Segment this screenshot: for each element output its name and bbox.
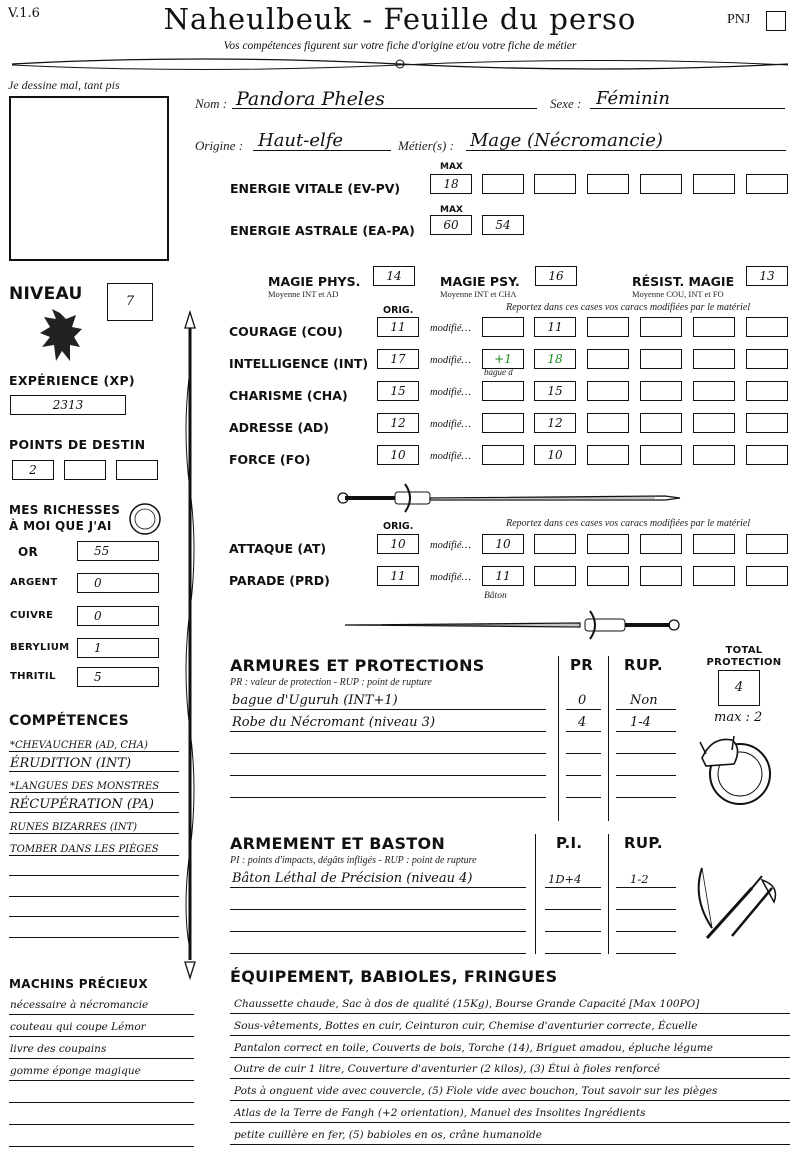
arme-pi: 1D+4 [548, 872, 582, 886]
combat-final-box[interactable] [482, 566, 524, 586]
stat-extra-box[interactable] [746, 349, 788, 369]
arme-line[interactable] [230, 931, 526, 932]
armure-pr-line[interactable] [566, 731, 601, 732]
money-label: BERYLIUM [10, 642, 70, 653]
money-label: ARGENT [10, 577, 58, 588]
competence-line[interactable] [9, 771, 179, 772]
arme-rup-line[interactable] [616, 931, 676, 932]
header-ornament [0, 52, 800, 76]
stat-orig-box-value: 11 [390, 320, 406, 334]
combat-orig-box-value: 11 [390, 569, 406, 583]
niveau-label: NIVEAU [9, 284, 83, 304]
precieux-line[interactable] [9, 1080, 194, 1081]
stat-final-box[interactable] [534, 413, 576, 433]
dragon-icon [34, 307, 86, 367]
modified-label: modifié… [430, 540, 471, 551]
equipement-item: Pantalon correct en toile, Couverts de bois, Torche (14), Briguet amadou, épluche légume [234, 1041, 713, 1054]
stat-extra-box[interactable] [746, 317, 788, 337]
pnj-label: PNJ [727, 12, 751, 27]
magie-psy-label: MAGIE PSY. [440, 274, 520, 289]
modified-label: modifié… [430, 451, 471, 462]
staff-ornament-icon [178, 310, 202, 980]
armures-divider-2 [608, 656, 609, 821]
armure-name: bague d'Uguruh (INT+1) [232, 693, 398, 708]
origine-label: Origine : [195, 138, 244, 153]
money-box[interactable] [77, 541, 159, 561]
armure-pr-line[interactable] [566, 709, 601, 710]
ev-box[interactable] [482, 174, 524, 194]
arme-rup-line[interactable] [616, 953, 676, 954]
resist-magie-label: RÉSIST. MAGIE [632, 274, 735, 289]
armement-divider-2 [608, 834, 609, 954]
combat-final-box-value: 11 [495, 569, 511, 583]
stats-note: Reportez dans ces cases vos caracs modifiées par le matériel [506, 302, 751, 313]
stat-final-box-value: 10 [547, 448, 563, 462]
stat-extra-box[interactable] [587, 317, 629, 337]
xp-value: 2313 [52, 398, 84, 412]
origine-value: Haut-elfe [258, 130, 344, 151]
stat-final-box-value: 11 [547, 320, 563, 334]
stat-label: ADRESSE (AD) [229, 420, 330, 435]
magie-phys-sub: Moyenne INT et AD [268, 289, 339, 299]
pr-header: PR [570, 656, 594, 674]
modified-label: modifié… [430, 419, 471, 430]
ev-box[interactable] [746, 174, 788, 194]
money-label: OR [18, 545, 39, 559]
shield-helmet-icon [692, 728, 777, 813]
arme-pi-line[interactable] [545, 953, 601, 954]
metier-label: Métier(s) : [398, 138, 454, 153]
ev-box-value: 18 [443, 177, 459, 191]
armement-sub: PI : points d'impacts, dégâts infligés - RUP : point de rupture [230, 855, 477, 866]
combat-final-box-value: 10 [495, 537, 511, 551]
competence-line[interactable] [9, 916, 179, 917]
stat-label: FORCE (FO) [229, 452, 311, 467]
stat-orig-box[interactable] [377, 381, 419, 401]
destin-value: 2 [29, 463, 37, 477]
arme-line[interactable] [230, 909, 526, 910]
precieux-line[interactable] [9, 1146, 194, 1147]
armure-line[interactable] [230, 775, 546, 776]
armures-divider-1 [558, 656, 559, 821]
equipement-line[interactable] [230, 1035, 790, 1036]
money-box-value: 1 [94, 641, 102, 655]
ea-label: ENERGIE ASTRALE (EA-PA) [230, 223, 415, 238]
money-label: CUIVRE [10, 610, 54, 621]
nom-label: Nom : [195, 96, 228, 111]
combat-label: ATTAQUE (AT) [229, 541, 327, 556]
ev-box[interactable] [534, 174, 576, 194]
armure-pr-line[interactable] [566, 797, 601, 798]
stat-orig-box-value: 17 [390, 352, 406, 366]
armure-line[interactable] [230, 753, 546, 754]
competence-line[interactable] [9, 875, 179, 876]
arme-line[interactable] [230, 953, 526, 954]
competence-line[interactable] [9, 792, 179, 793]
total-protection-label: TOTAL PROTECTION [706, 645, 782, 668]
arme-pi-line[interactable] [545, 887, 601, 888]
pi-header: P.I. [556, 834, 583, 852]
combat-extra-box[interactable] [534, 566, 576, 586]
stat-mod-box[interactable] [482, 349, 524, 369]
armure-rup-line[interactable] [616, 709, 676, 710]
combat-orig-box[interactable] [377, 534, 419, 554]
equipement-line[interactable] [230, 1100, 790, 1101]
combat-orig-label: ORIG. [383, 521, 414, 532]
ev-box[interactable] [587, 174, 629, 194]
precieux-item: nécessaire à nécromancie [10, 999, 149, 1011]
competences-title: COMPÉTENCES [9, 713, 129, 729]
rup-header: RUP. [624, 656, 663, 674]
armure-line[interactable] [230, 709, 546, 710]
stat-orig-box-value: 10 [390, 448, 406, 462]
armure-rup: Non [630, 693, 658, 708]
stat-extra-box[interactable] [587, 381, 629, 401]
stat-extra-box[interactable] [640, 381, 682, 401]
combat-extra-box[interactable] [746, 566, 788, 586]
stat-extra-box[interactable] [693, 349, 735, 369]
equipement-title: ÉQUIPEMENT, BABIOLES, FRINGUES [230, 967, 558, 986]
precieux-line[interactable] [9, 1058, 194, 1059]
combat-extra-box[interactable] [587, 534, 629, 554]
armure-line[interactable] [230, 797, 546, 798]
page-title: Naheulbeuk - Feuille du perso [163, 2, 637, 36]
armure-rup: 1-4 [630, 715, 651, 730]
competence-line[interactable] [9, 812, 179, 813]
precieux-line[interactable] [9, 1124, 194, 1125]
precieux-line[interactable] [9, 1014, 194, 1015]
money-box[interactable] [77, 606, 159, 626]
equipement-line[interactable] [230, 1078, 790, 1079]
armure-rup-line[interactable] [616, 797, 676, 798]
stat-extra-box[interactable] [693, 317, 735, 337]
ea-max-label: MAX [440, 205, 463, 215]
stat-extra-box[interactable] [746, 381, 788, 401]
equipement-item: Chaussette chaude, Sac à dos de qualité (15Kg), Bourse Grande Capacité [Max 100PO] [234, 998, 700, 1010]
magie-phys-box[interactable] [373, 266, 415, 286]
competence-line[interactable] [9, 833, 179, 834]
arme-line[interactable] [230, 887, 526, 888]
money-box-value: 0 [94, 609, 102, 623]
xp-label: EXPÉRIENCE (XP) [9, 373, 135, 388]
destin-label: POINTS DE DESTIN [9, 437, 146, 452]
stat-final-box[interactable] [534, 445, 576, 465]
metier-value: Mage (Nécromancie) [470, 130, 663, 151]
combat-label: PARADE (PRD) [229, 573, 330, 588]
stat-label: COURAGE (COU) [229, 324, 343, 339]
armure-rup-line[interactable] [616, 775, 676, 776]
competence-item: ÉRUDITION (INT) [10, 756, 132, 771]
equipement-line[interactable] [230, 1122, 790, 1123]
combat-orig-box[interactable] [377, 566, 419, 586]
stat-mod-box[interactable] [482, 317, 524, 337]
resist-magie-box[interactable] [746, 266, 788, 286]
sword-ornament-2-icon [340, 605, 685, 645]
precieux-title: MACHINS PRÉCIEUX [9, 977, 148, 991]
ea-box[interactable] [430, 215, 472, 235]
stat-final-box-value: 12 [547, 416, 563, 430]
precieux-item: couteau qui coupe Lémor [10, 1021, 146, 1033]
total-protection-value: 4 [734, 680, 744, 695]
magie-phys-label: MAGIE PHYS. [268, 274, 361, 289]
combat-extra-box[interactable] [693, 566, 735, 586]
ev-box[interactable] [640, 174, 682, 194]
stats-orig-label: ORIG. [383, 305, 414, 316]
armure-name: Robe du Nécromant (niveau 3) [232, 715, 436, 730]
armure-pr: 4 [578, 715, 587, 730]
precieux-item: livre des coupains [10, 1043, 107, 1055]
resist-magie-value: 13 [759, 269, 775, 283]
precieux-line[interactable] [9, 1102, 194, 1103]
total-protection-box[interactable] [718, 670, 760, 706]
stat-final-box-value: 15 [547, 384, 563, 398]
coin-icon [128, 502, 162, 536]
competence-item: *LANGUES DES MONSTRES [10, 781, 160, 792]
armures-title: ARMURES ET PROTECTIONS [230, 656, 485, 675]
pnj-checkbox[interactable] [766, 11, 786, 31]
equipement-item: petite cuillère en fer, (5) babioles en os, crâne humanoïde [234, 1128, 542, 1141]
stat-extra-box[interactable] [746, 413, 788, 433]
armement-title: ARMEMENT ET BASTON [230, 834, 446, 853]
equipement-line[interactable] [230, 1144, 790, 1145]
competence-line[interactable] [9, 751, 179, 752]
stat-orig-box-value: 12 [390, 416, 406, 430]
equipement-line[interactable] [230, 1057, 790, 1058]
arme-rup-line[interactable] [616, 887, 676, 888]
arme-rup: 1-2 [630, 872, 649, 886]
armure-pr: 0 [578, 693, 587, 708]
arme-pi-line[interactable] [545, 909, 601, 910]
stat-final-box[interactable] [534, 381, 576, 401]
money-box-value: 0 [94, 576, 102, 590]
competence-item: *CHEVAUCHER (AD, CHA) [10, 740, 148, 751]
money-box-value: 5 [94, 670, 102, 684]
modified-label: modifié… [430, 355, 471, 366]
armure-pr-line[interactable] [566, 775, 601, 776]
equipement-item: Atlas de la Terre de Fangh (+2 orientation), Manuel des Insolites Ingrédients [234, 1107, 646, 1119]
ea-box-value: 60 [443, 218, 459, 232]
stat-extra-box[interactable] [587, 349, 629, 369]
combat-extra-box[interactable] [534, 534, 576, 554]
sexe-value: Féminin [596, 88, 670, 109]
stat-extra-box[interactable] [746, 445, 788, 465]
stat-orig-box-value: 15 [390, 384, 406, 398]
armure-line[interactable] [230, 731, 546, 732]
ev-box[interactable] [693, 174, 735, 194]
stat-extra-box[interactable] [640, 317, 682, 337]
armure-rup-line[interactable] [616, 753, 676, 754]
money-box[interactable] [77, 573, 159, 593]
stat-extra-box[interactable] [640, 349, 682, 369]
magie-phys-value: 14 [386, 269, 402, 283]
competence-line[interactable] [9, 896, 179, 897]
competence-item: TOMBER DANS LES PIÈGES [10, 844, 159, 855]
stat-extra-box[interactable] [693, 445, 735, 465]
magie-psy-box[interactable] [535, 266, 577, 286]
armure-rup-line[interactable] [616, 731, 676, 732]
stat-mod-note: bague d [484, 367, 513, 377]
ev-label: ENERGIE VITALE (EV-PV) [230, 181, 401, 196]
destin-box-2[interactable] [64, 460, 106, 480]
stat-orig-box[interactable] [377, 349, 419, 369]
stat-final-box-value: 18 [547, 352, 563, 366]
combat-extra-box[interactable] [587, 566, 629, 586]
stat-extra-box[interactable] [693, 381, 735, 401]
competence-line[interactable] [9, 855, 179, 856]
max-protection: max : 2 [714, 710, 763, 725]
stat-final-box[interactable] [534, 349, 576, 369]
equipement-item: Outre de cuir 1 litre, Couverture d'aventurier (2 kilos), (3) Étui à fioles renforcé [234, 1063, 660, 1076]
combat-note: Reportez dans ces cases vos caracs modifiées par le matériel [506, 518, 751, 529]
destin-box-3[interactable] [116, 460, 158, 480]
arme-name: Bâton Léthal de Précision (niveau 4) [232, 871, 473, 886]
arme-rup-line[interactable] [616, 909, 676, 910]
armement-rup-header: RUP. [624, 834, 663, 852]
stat-label: INTELLIGENCE (INT) [229, 356, 369, 371]
equipement-item: Pots à onguent vide avec couvercle, (5) Fiole vide avec bouchon, Tout savoir sur les pièges [234, 1085, 718, 1098]
armures-sub: PR : valeur de protection - RUP : point de rupture [230, 677, 432, 688]
riches-label-2: À MOI QUE J'AI [9, 519, 112, 533]
nom-value: Pandora Pheles [236, 88, 385, 110]
money-box[interactable] [77, 638, 159, 658]
stat-mod-box[interactable] [482, 413, 524, 433]
stat-extra-box[interactable] [693, 413, 735, 433]
magie-psy-value: 16 [548, 269, 564, 283]
weapons-icon [692, 858, 782, 948]
page-subtitle: Vos compétences figurent sur votre fiche d'origine et/ou votre fiche de métier [223, 40, 577, 52]
combat-extra-box[interactable] [640, 566, 682, 586]
niveau-value: 7 [125, 294, 135, 309]
niveau-box[interactable] [107, 283, 153, 321]
equipement-item: Sous-vêtements, Bottes en cuir, Ceinturon cuir, Chemise d'aventurier correcte, Écuelle [234, 1019, 698, 1032]
riches-label-1: MES RICHESSES [9, 503, 121, 517]
destin-box-1[interactable] [12, 460, 54, 480]
stat-orig-box[interactable] [377, 317, 419, 337]
ev-max-label: MAX [440, 162, 463, 172]
combat-final-box[interactable] [482, 534, 524, 554]
armure-pr-line[interactable] [566, 753, 601, 754]
modified-label: modifié… [430, 572, 471, 583]
magie-psy-sub: Moyenne INT et CHA [440, 289, 517, 299]
money-box-value: 55 [94, 544, 110, 558]
xp-box[interactable] [10, 395, 126, 415]
resist-magie-sub: Moyenne COU, INT et FO [632, 289, 724, 299]
arme-pi-line[interactable] [545, 931, 601, 932]
money-box[interactable] [77, 667, 159, 687]
sexe-label: Sexe : [550, 96, 582, 111]
modified-label: modifié… [430, 323, 471, 334]
stat-final-box[interactable] [534, 317, 576, 337]
stat-orig-box[interactable] [377, 445, 419, 465]
stat-extra-box[interactable] [587, 413, 629, 433]
portrait-caption: Je dessine mal, tant pis [8, 78, 120, 92]
equipement-line[interactable] [230, 1013, 790, 1014]
ea-box[interactable] [482, 215, 524, 235]
money-label: THRITIL [10, 671, 56, 682]
stat-label: CHARISME (CHA) [229, 388, 348, 403]
stat-extra-box[interactable] [640, 445, 682, 465]
competence-line[interactable] [9, 937, 179, 938]
competence-item: RUNES BIZARRES (INT) [10, 822, 138, 833]
stat-orig-box[interactable] [377, 413, 419, 433]
ea-box-value: 54 [495, 218, 511, 232]
precieux-line[interactable] [9, 1036, 194, 1037]
stat-extra-box[interactable] [640, 413, 682, 433]
combat-orig-box-value: 10 [390, 537, 406, 551]
portrait-box[interactable] [9, 96, 169, 261]
stat-mod-box[interactable] [482, 381, 524, 401]
stat-mod-box[interactable] [482, 445, 524, 465]
precieux-item: gomme éponge magique [10, 1065, 141, 1077]
combat-extra-box[interactable] [640, 534, 682, 554]
stat-mod-box-value: +1 [494, 352, 512, 366]
version-label: V.1.6 [8, 6, 40, 21]
combat-extra-box[interactable] [746, 534, 788, 554]
modified-label: modifié… [430, 387, 471, 398]
sword-ornament-icon [335, 478, 685, 518]
baton-note: Bâton [484, 591, 507, 601]
stat-extra-box[interactable] [587, 445, 629, 465]
competence-item: RÉCUPÉRATION (PA) [10, 797, 154, 812]
armement-divider-1 [535, 834, 536, 954]
combat-extra-box[interactable] [693, 534, 735, 554]
ev-box[interactable] [430, 174, 472, 194]
